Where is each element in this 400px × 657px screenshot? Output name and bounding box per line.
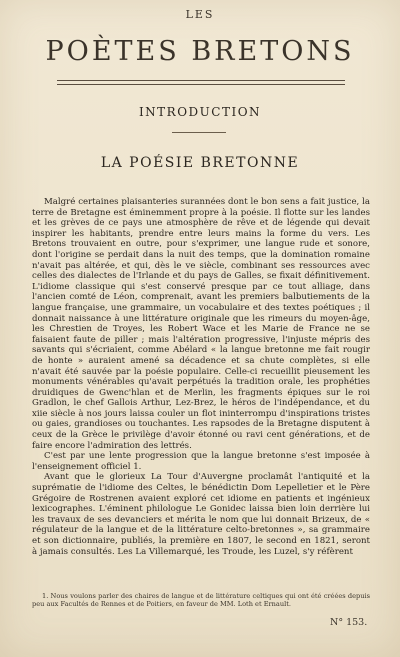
- section-heading: INTRODUCTION: [138, 105, 262, 119]
- paragraph: C'est par une lente progression que la langue bretonne s'est imposée à l'enseignement officiel 1.: [32, 451, 370, 472]
- section-divider: [172, 132, 226, 133]
- header-rule-top: [57, 80, 345, 81]
- chapter-title: LA POÉSIE BRETONNE: [100, 155, 300, 171]
- series-header-title: POÈTES BRETONS: [45, 36, 355, 67]
- body-text: [32, 197, 370, 557]
- paragraph: Avant que le glorieux La Tour d'Auvergne proclamât l'antiquité et la suprématie de l'idiome des Celtes, le bénédictin Dom Lepelletier et le Père Grégoire de Rostrenen avaient exploré cet idiome en patients et ingénieux lexicographes. L'éminent philologue Le Gonidec laissa bien loin derrière lui les travaux de ses devanciers et mérita le nom que lui donnait Brizeux, de « régulateur de la langue et de la littérature celto-bretonnes », sa grammaire et son dictionnaire, publiés, la première en 1807, le second en 1821, seront à jamais consultés. Les La Villemarqué, les Troude, les Luzel, s'y réfèrent: [32, 472, 370, 557]
- series-header-small: LES: [185, 8, 215, 21]
- footnote: 1. Nous voulons parler des chaires de langue et de littérature celtiques qui ont été créées depuis peu aux Facultés de Rennes et de Poitiers, en faveur de MM. Loth et Ernault.: [32, 592, 370, 608]
- page-number: N° 153.: [330, 617, 368, 628]
- header-rule-bottom: [57, 84, 345, 85]
- paragraph: Malgré certaines plaisanteries surannées dont le bon sens a fait justice, la terre de Bretagne est éminemment propre à la poésie. Il flotte sur les landes et les grèves de ce pays une atmosphère de rêve et de légende qui devait inspirer les habitants, prendre entre leurs mains la forme du vers. Les Bretons trouvaient en outre, pour s'exprimer, une langue rude et sonore, dont l'origine se perdait dans la nuit des temps, que la domination romaine n'avait pas altérée, et qui, dès le ve siècle, combinant ses ressources avec celles des dialectes de l'Irlande et du pays de Galles, se fixait définitivement. L'idiome classique qui s'est conservé presque par ce tout alliage, dans l'ancien comté de Léon, comprenait, avant les premiers balbutiements de la langue française, une grammaire, un vocabulaire et des textes poétiques ; il donnait naissance à une littérature originale que les rimeurs du moyen-âge, les Chrestien de Troyes, les Robert Wace et les Marie de France ne se faisaient faute de piller ; mais l'altération progressive, l'injuste mépris des savants qui s'écriaient, comme Abélard « la langue bretonne me fait rougir de honte » auraient amené sa décadence et sa chute complètes, si elle n'avait été sauvée par la poésie populaire. Celle-ci recueillit pieusement les monuments vénérables qu'avait perpétués la tradition orale, les prophéties druidiques de Gwenc'hlan et de Merlin, les fragments épiques sur le roi Gradlon, le chef Gallois Arthur, Lez-Brez, le héros de l'indépendance, et du xiie siècle à nos jours laissa couler un flot ininterrompu d'inspirations tristes ou gaies, grandioses ou touchantes. Les rapsodes de la Bretagne disputent à ceux de la Grèce le privilège d'avoir étonné ou ravi cent générations, et de faire encore l'admiration des lettrés.: [32, 197, 370, 451]
